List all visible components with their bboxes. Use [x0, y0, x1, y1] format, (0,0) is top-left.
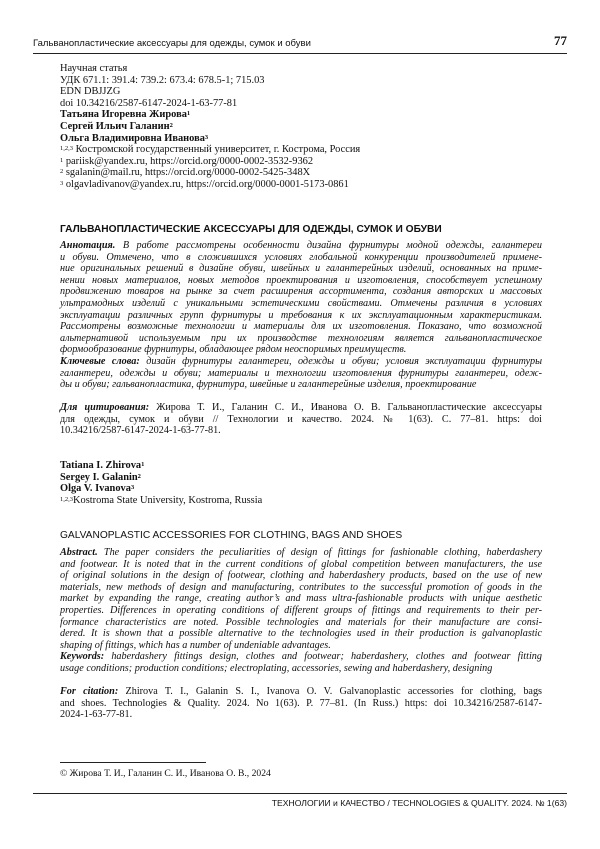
running-header — [33, 33, 567, 53]
ru-citation — [60, 402, 542, 437]
ru-abstract-line: нении новых материалов, новых методов проектирования и изготовления, способствует успешному — [60, 274, 542, 286]
ru-abstract-line: и обуви. Отмечено, что в сложившихся условиях глобальной конкуренции производителей примене- — [60, 251, 542, 263]
author-1: Татьяна Игоревна Жирова$^1$ — [60, 109, 191, 121]
en-abstract-line: and footwear. It is noted that in the current conditions of global competition between manufacturers, the use — [60, 558, 542, 570]
ru-abstract-line: Аннотация. В работе рассмотрены особенности дизайна фурнитуры модной одежды, галантереи — [60, 240, 543, 251]
ru-abstract-line: ультрамодных изделий с уникальными эстетическими свойствами. Отмечены различия в условиях — [60, 297, 542, 309]
contact-3: $^3$ olgavladivanov@yandex.ru, https://orcid.org/0000-0001-5173-0861 — [60, 178, 349, 190]
journal-footer: ТЕХНОЛОГИИ и КАЧЕСТВО / TECHNOLOGIES & QUALITY. 2024. № 1(63) — [271, 798, 567, 808]
running-header-title: Гальванопластические аксессуары для одежды, сумок и обуви — [33, 38, 311, 49]
en-abstract — [60, 547, 542, 651]
en-citation-line: 2024-1-63-77-81. — [60, 709, 133, 721]
ru-keywords-line: галантереи, одежды и обуви; материалы и технологии изготовления фурнитуры галантереи, одеж- — [60, 367, 542, 379]
en-author-1: Tatiana I. Zhirova$^1$ — [60, 460, 145, 471]
en-abstract-line: properties. Differences in operating conditions of different groups of fittings and requirements to their per- — [60, 604, 542, 616]
en-abstract-line: of original solutions in the design of footwear, clothing and haberdashery products, based on the use of new — [60, 570, 542, 582]
ru-keywords — [60, 356, 542, 391]
en-authors — [60, 460, 540, 506]
en-abstract-line: market by expanding the range, creating author’s and mass ultra-fashionable products with unique aesthetic — [60, 593, 542, 605]
ru-citation-line: Для цитирования: Жирова Т. И., Галанин С. И., Иванова О. В. Гальванопластические аксессуары — [60, 402, 542, 413]
en-affiliation: $^{1,2,3}$Kostroma State University, Kostroma, Russia — [60, 494, 263, 506]
ru-abstract — [60, 240, 542, 356]
ru-citation-line: 10.34216/2587-6147-2024-1-63-77-81. — [60, 425, 221, 437]
en-keywords — [60, 651, 542, 674]
article-type: Научная статья — [60, 63, 128, 74]
en-citation-line: and shoes. Technologies & Quality. 2024. No 1(63). P. 77–81. (In Russ.) https: doi 10.34216/2587-6147- — [60, 697, 542, 709]
ru-abstract-line: альтернативой используемым при их производстве технологиям является гальванопластическое — [60, 332, 542, 344]
copyright: © Жирова Т. И., Галанин С. И., Иванова О. В., 2024 — [60, 768, 271, 779]
en-abstract-line: Abstract. The paper considers the peculiarities of design of fittings for fashionable clothing, haberdashery — [60, 547, 543, 558]
footnote-rule — [60, 762, 206, 763]
page-number: 77 — [554, 33, 567, 48]
en-abstract-line: dered. It is shown that a possible alternative to the technologies used in their production is galvanoplastic — [60, 628, 542, 640]
en-keywords-line: Keywords: haberdashery fittings design, clothes and footwear; haberdashery, clothes and footwear fitting — [60, 651, 542, 662]
ru-abstract-line: продвижению товаров на рынке за счет расширения ассортимента, создания авторских и массовых — [60, 286, 542, 298]
en-keywords-line: usage conditions; production conditions; electroplating, accessories, sewing and haberdashery, designing — [60, 662, 493, 674]
author-2: Сергей Ильич Галанин$^2$ — [60, 120, 173, 132]
header-rule — [33, 53, 567, 54]
contact-1: $^1$ pariisk@yandex.ru, https://orcid.org/0000-0002-3532-9362 — [60, 155, 314, 167]
en-abstract-line: formance characteristics are noted. Possible technologies and materials for their manufacture are consi- — [60, 616, 542, 628]
en-citation-line: For citation: Zhirova T. I., Galanin S. I., Ivanova O. V. Galvanoplastic accessories for clothing, bags — [60, 686, 543, 697]
ru-keywords-line: ды и обуви; гальванопластика, фурнитура, швейные и галантерейные изделия, проектирование — [60, 379, 477, 391]
ru-keywords-line: Ключевые слова: дизайн фурнитуры галантереи, одежды и обуви; условия эксплуатации фурнитуры — [60, 356, 543, 367]
doi: doi 10.34216/2587-6147-2024-1-63-77-81 — [60, 97, 238, 109]
en-citation — [60, 686, 542, 721]
ru-abstract-line: ние оригинальных решений в дизайне обуви, швейных и галантерейных изделий, основанных на приме- — [60, 263, 542, 275]
en-author-2: Sergey I. Galanin$^2$ — [60, 471, 141, 483]
ru-citation-line: для одежды, сумок и обуви // Технологии и качество. 2024. № 1(63). С. 77–81. https: doi — [60, 413, 542, 425]
udc: УДК 671.1: 391.4: 739.2: 673.4: 678.5-1; 715.03 — [60, 74, 265, 86]
en-abstract-line: materials, new methods of design and manufacturing, contributes to the successful promotion of goods in the — [60, 581, 542, 593]
footer-rule — [33, 793, 567, 794]
affiliation: $^{1,2,3}$ Костромской государственный университет, г. Кострома, Россия — [60, 144, 361, 156]
en-author-3: Olga V. Ivanova$^3$ — [60, 483, 135, 495]
ru-article-title: ГАЛЬВАНОПЛАСТИЧЕСКИЕ АКСЕССУАРЫ ДЛЯ ОДЕЖДЫ, СУМОК И ОБУВИ — [60, 224, 442, 235]
article-meta — [60, 63, 540, 191]
edn: EDN DBJJZG — [60, 86, 121, 98]
author-3: Ольга Владимировна Иванова$^3$ — [60, 132, 209, 144]
ru-abstract-line: эксплуатации различных групп фурнитуры и требования к их эксплуатационным характеристикам. — [60, 309, 542, 321]
ru-abstract-line: Рассмотрены возможные технологии и материалы для их изготовления. Показано, что возможной — [60, 321, 542, 333]
en-article-title: GALVANOPLASTIC ACCESSORIES FOR CLOTHING, BAGS AND SHOES — [60, 530, 403, 541]
en-abstract-line: shaping of fittings, which has a number of undeniable advantages. — [60, 639, 331, 651]
contact-2: $^2$ sgalanin@mail.ru, https://orcid.org/0000-0002-5425-348X — [60, 167, 311, 179]
ru-abstract-line: формообразование фурнитуры, обладающее рядом неоспоримых преимуществ. — [60, 344, 407, 356]
